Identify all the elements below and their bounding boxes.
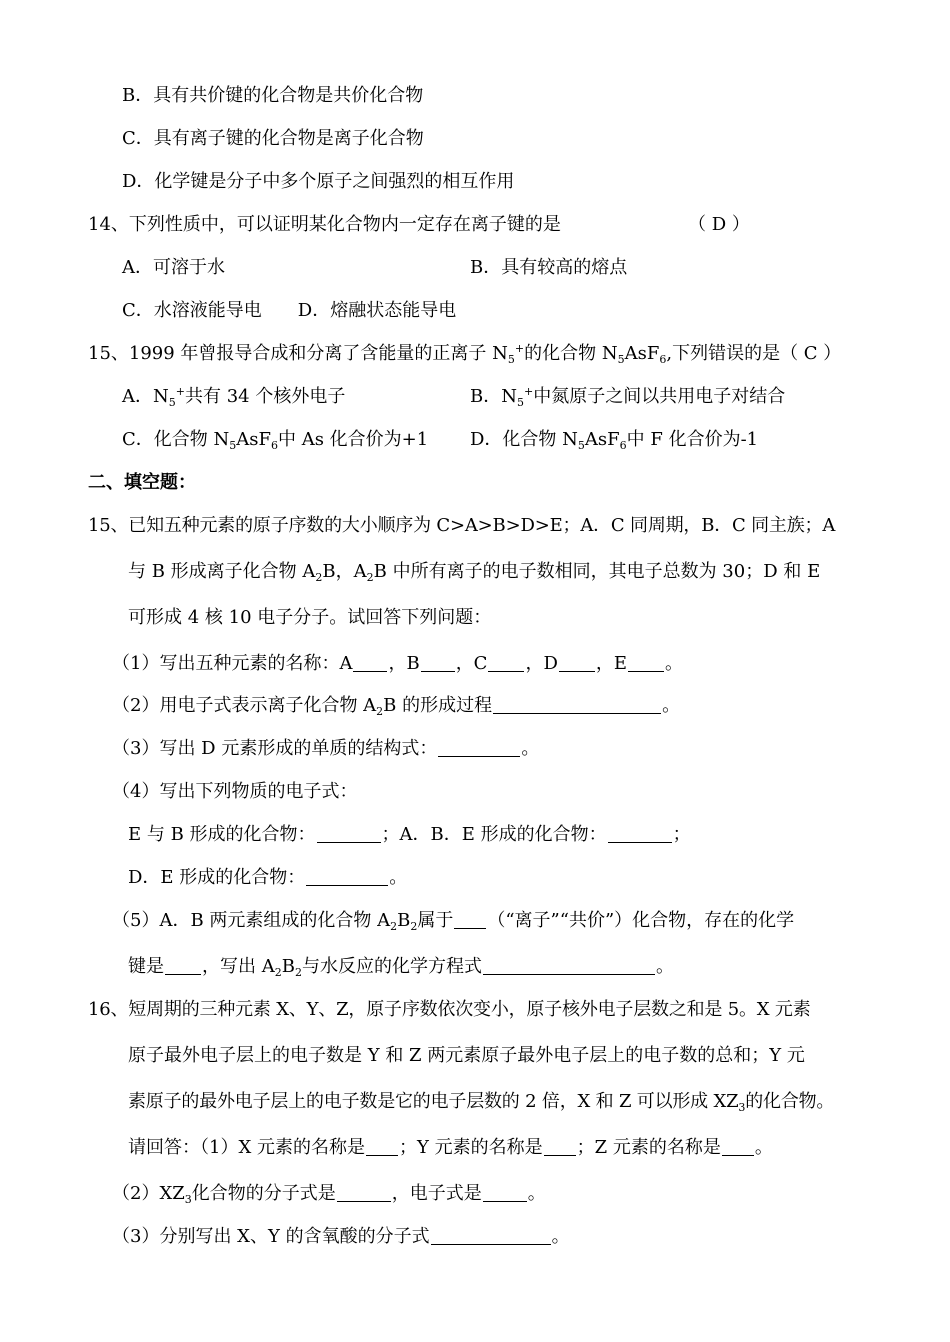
q14-option-cd: C．水溶液能导电 D．熔融状态能导电	[122, 300, 457, 321]
blank-b[interactable]	[421, 653, 455, 672]
q16-line2: 原子最外电子层上的电子数是 Y 和 Z 两元素原子最外电子层上的电子数的总和；Y 元	[128, 1045, 805, 1066]
blank-structure[interactable]	[438, 738, 520, 757]
q15b-sub4a: E 与 B 形成的化合物： ；A．B．E 形成的化合物： ；	[128, 824, 691, 845]
blank-a[interactable]	[353, 653, 387, 672]
q15b-line1: 15、已知五种元素的原子序数的大小顺序为 C>A>B>D>E；A．C 同周期，B．C 同主族；A	[88, 515, 836, 536]
blank-c[interactable]	[488, 653, 524, 672]
q15b-sub1: （1）写出五种元素的名称：A ，B ，C ，D ，E 。	[112, 653, 684, 674]
blank-y[interactable]	[544, 1137, 576, 1156]
blank-equation[interactable]	[483, 956, 655, 975]
q16-line4: 请回答：（1）X 元素的名称是 ；Y 元素的名称是 ；Z 元素的名称是 。	[128, 1137, 773, 1158]
q15b-sub5: （5）A．B 两元素组成的化合物 $A_2B_2$属于 （“离子”“共价”）化合物，存在的化学	[112, 910, 795, 933]
q15b-line3: 可形成 4 核 10 电子分子。试回答下列问题：	[128, 607, 492, 628]
q15a-option-c: C．化合物 $N_5AsF_6$中 As 化合价为+1	[122, 429, 429, 452]
q13-option-d: D．化学键是分子中多个原子之间强烈的相互作用	[122, 171, 515, 192]
blank-d[interactable]	[559, 653, 595, 672]
q15b-sub3: （3）写出 D 元素形成的单质的结构式： 。	[112, 738, 540, 759]
section-title: 二、填空题：	[88, 472, 196, 493]
blank-de[interactable]	[306, 867, 388, 886]
blank-formation[interactable]	[493, 695, 661, 714]
q15b-sub2: （2）用电子式表示离子化合物 $A_2B$ 的形成过程 。	[112, 695, 681, 718]
blank-type[interactable]	[454, 910, 486, 929]
q15a-option-b: B．$N_5^+$中氮原子之间以共用电子对结合	[470, 385, 786, 409]
q15b-sub4b: D．E 形成的化合物： 。	[128, 867, 408, 888]
q15a-stem: 15、1999 年曾报导合成和分离了含能量的正离子 $N_5^+$的化合物 $N_5AsF_6$,下列错误的是（ C ）	[88, 342, 842, 366]
q16-line1: 16、短周期的三种元素 X、Y、Z，原子序数依次变小，原子核外电子层数之和是 5。X 元素	[88, 999, 811, 1020]
blank-e[interactable]	[628, 653, 664, 672]
blank-acids[interactable]	[431, 1226, 551, 1245]
q13-option-c: C．具有离子键的化合物是离子化合物	[122, 128, 424, 149]
blank-x[interactable]	[366, 1137, 398, 1156]
blank-eb[interactable]	[317, 824, 381, 843]
blank-formula[interactable]	[337, 1183, 391, 1202]
blank-abe[interactable]	[608, 824, 672, 843]
q14-answer: （ D ）	[688, 214, 750, 235]
q14-stem: 14、下列性质中，可以证明某化合物内一定存在离子键的是	[88, 214, 561, 235]
q16-sub2: $(2)XZ_3$化合物的分子式是 ，电子式是 。	[112, 1183, 546, 1206]
blank-z[interactable]	[722, 1137, 754, 1156]
q15b-line2: 与 B 形成离子化合物 $A_2B$，$A_2B$ 中所有离子的电子数相同，其电子总数为 30；D 和 E	[128, 561, 821, 584]
q16-sub3: （3）分别写出 X、Y 的含氧酸的分子式 。	[112, 1226, 570, 1247]
q15b-sub4: （4）写出下列物质的电子式：	[112, 781, 358, 802]
q14-option-b: B．具有较高的熔点	[470, 257, 628, 278]
q14-option-a: A．可溶于水	[122, 257, 225, 278]
q15a-option-d: D．化合物 $N_5AsF_6$中 F 化合价为-1	[470, 429, 759, 452]
q13-option-b: B．具有共价键的化合物是共价化合物	[122, 85, 424, 106]
q15a-option-a: A．$N_5^+$共有 34 个核外电子	[122, 385, 346, 409]
q15b-sub5b: 键是 ，写出 $A_2B_2$与水反应的化学方程式 。	[128, 956, 674, 979]
q16-line3: 素原子的最外电子层上的电子数是它的电子层数的 2 倍，X 和 Z 可以形成 $XZ_3$的化合物。	[128, 1091, 835, 1114]
blank-bond[interactable]	[165, 956, 201, 975]
blank-electron[interactable]	[483, 1183, 527, 1202]
